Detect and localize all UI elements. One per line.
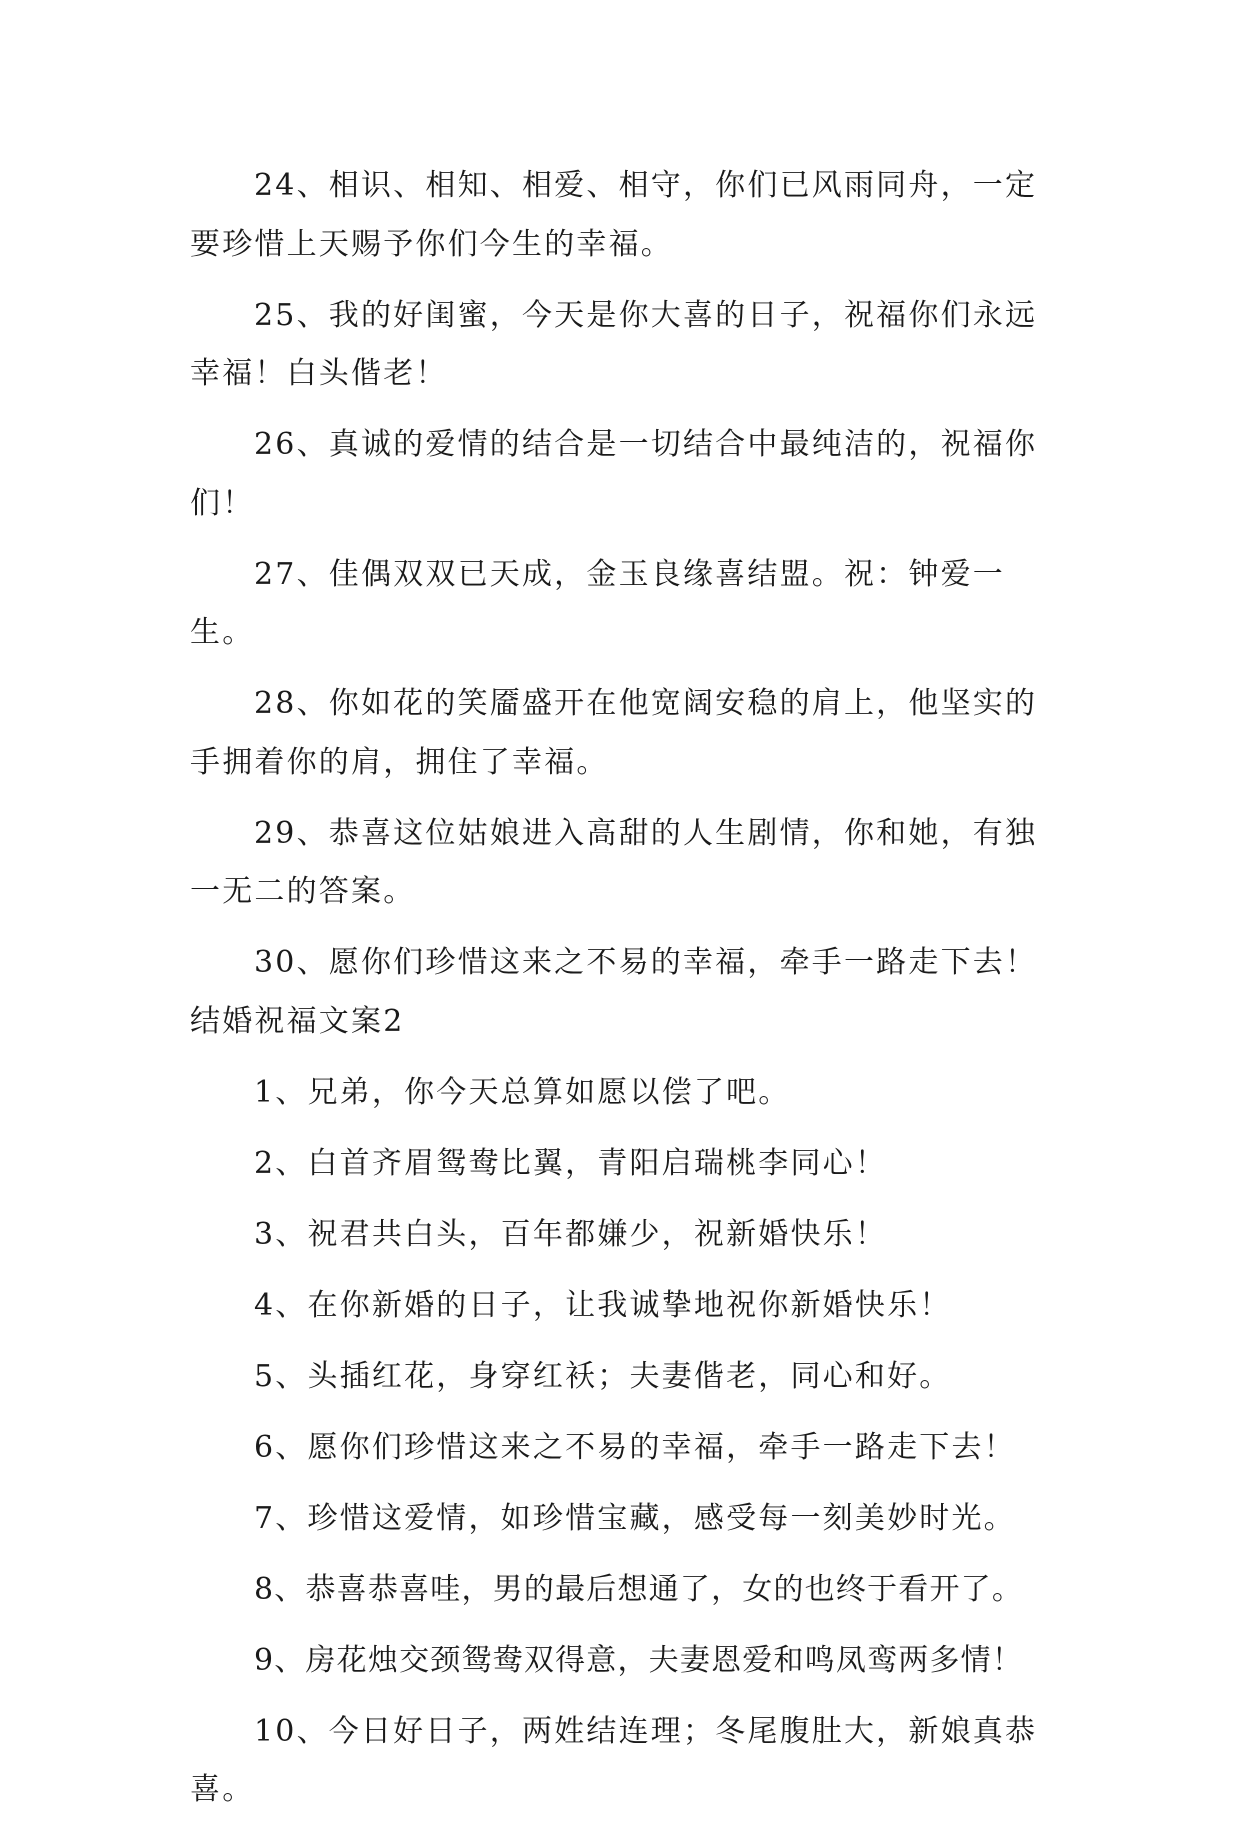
list-item: 7、珍惜这爱情，如珍惜宝藏，感受每一刻美妙时光。 bbox=[254, 1500, 1016, 1536]
list-item: 3、祝君共白头，百年都嫌少，祝新婚快乐！ bbox=[254, 1216, 888, 1252]
list-item: 2、白首齐眉鸳鸯比翼，青阳启瑞桃李同心！ bbox=[254, 1145, 888, 1181]
paragraph-29: 29、恭喜这位姑娘进入高甜的人生剧情，你和她，有独一无二的答案。 bbox=[190, 815, 1038, 909]
list-item: 10、今日好日子，两姓结连理；冬尾腹肚大，新娘真恭喜。 bbox=[190, 1713, 1038, 1807]
list-item: 5、头插红花，身穿红袄；夫妻偕老，同心和好。 bbox=[254, 1358, 952, 1394]
section-title: 结婚祝福文案2 bbox=[190, 1003, 405, 1039]
paragraph-26: 26、真诚的爱情的结合是一切结合中最纯洁的，祝福你们！ bbox=[190, 427, 1038, 521]
paragraph-24: 24、相识、相知、相爱、相守，你们已风雨同舟，一定要珍惜上天赐予你们今生的幸福。 bbox=[190, 168, 1038, 262]
paragraph-25: 25、我的好闺蜜，今天是你大喜的日子，祝福你们永远幸福！白头偕老！ bbox=[190, 297, 1038, 391]
document-body bbox=[190, 157, 1052, 1832]
paragraph-27: 27、佳偶双双已天成，金玉良缘喜结盟。祝：钟爱一生。 bbox=[190, 556, 1005, 650]
list-item: 4、在你新婚的日子，让我诚挚地祝你新婚快乐！ bbox=[254, 1287, 952, 1323]
paragraph-28: 28、你如花的笑靥盛开在他宽阔安稳的肩上，他坚实的手拥着你的肩，拥住了幸福。 bbox=[190, 686, 1038, 780]
list-item: 6、愿你们珍惜这来之不易的幸福，牵手一路走下去！ bbox=[254, 1429, 1016, 1465]
list-item: 9、房花烛交颈鸳鸯双得意，夫妻恩爱和鸣凤鸾两多情！ bbox=[254, 1642, 1024, 1678]
paragraph-30: 30、愿你们珍惜这来之不易的幸福，牵手一路走下去！ bbox=[254, 945, 1038, 980]
list-item: 1、兄弟，你今天总算如愿以偿了吧。 bbox=[254, 1074, 791, 1110]
list-item: 8、恭喜恭喜哇，男的最后想通了，女的也终于看开了。 bbox=[254, 1571, 1024, 1607]
